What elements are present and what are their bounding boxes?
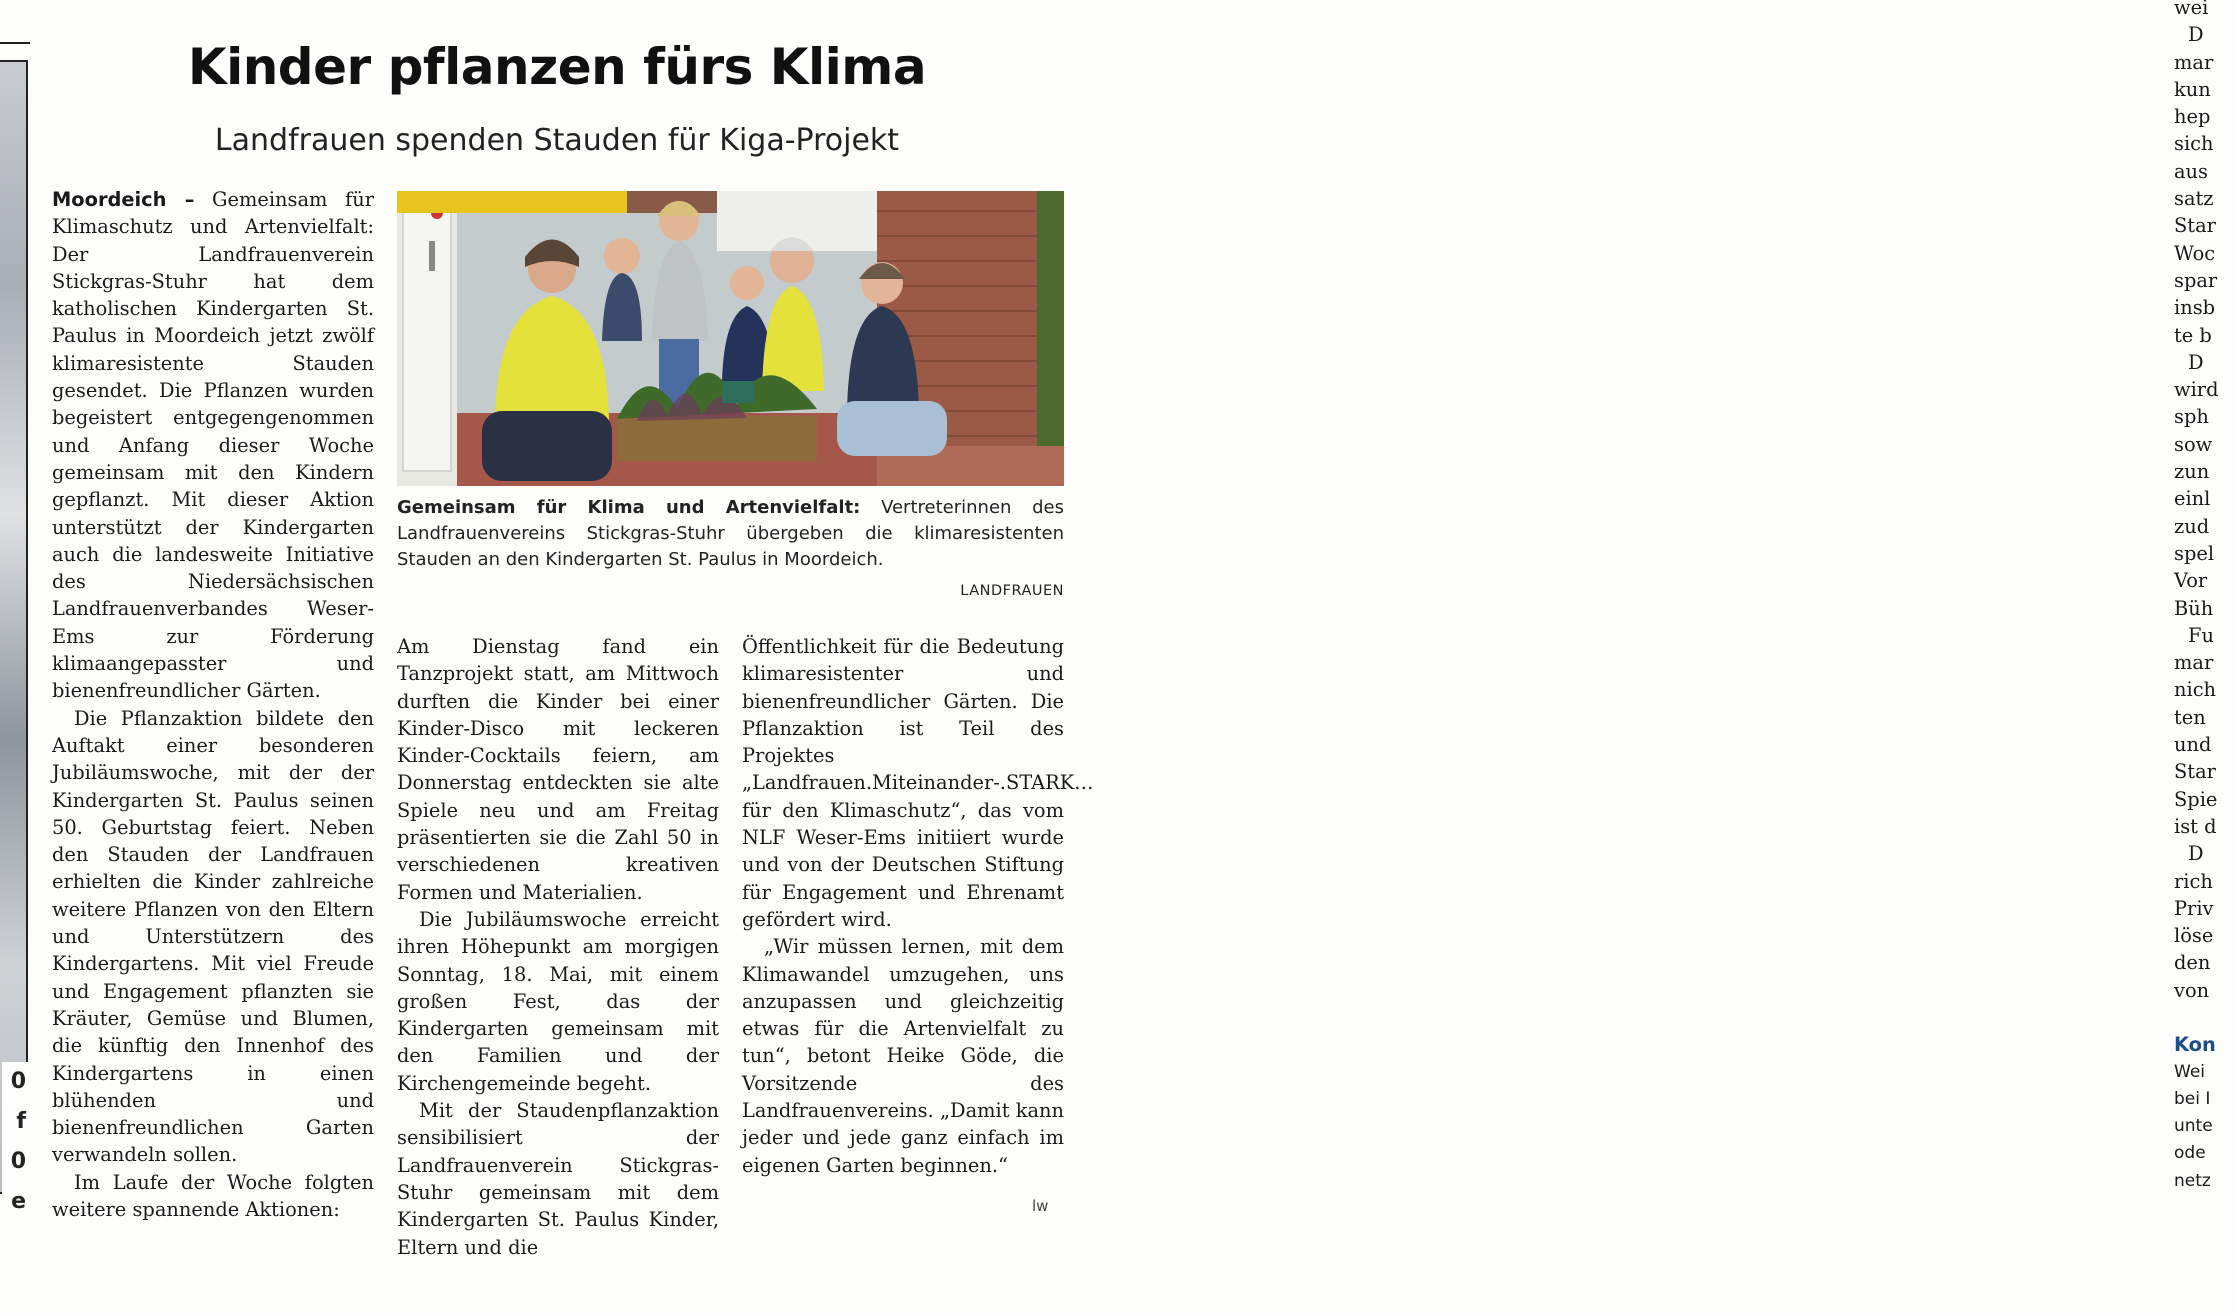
fragment-line: Fu: [2188, 623, 2214, 647]
fragment-line: Woc: [2174, 241, 2216, 265]
fragment-line: Wei: [2174, 1061, 2205, 1082]
spacer: [2174, 1004, 2234, 1031]
fragment-line: sow: [2174, 432, 2213, 456]
fragment-line: sich: [2174, 132, 2214, 156]
fragment-line: den: [2174, 951, 2211, 975]
fragment-text: 0: [10, 1069, 26, 1094]
fragment-line: wei: [2174, 0, 2209, 19]
adjacent-article-fragment: [0, 60, 28, 1214]
fragment-line: netz: [2174, 1170, 2211, 1191]
right-text-fragments: [2174, 0, 2234, 1195]
article-column-2: [397, 633, 719, 1261]
paragraph-6: Mit der Staudenpflanzaktion sensibilisiert der Landfrauenverein Stickgras-Stuhr gemeinsam mit dem Kindergarten St. Paulus Kinder, Eltern und die: [397, 1099, 719, 1259]
fragment-line: spar: [2174, 268, 2218, 292]
paragraph-3: Im Laufe der Woche folgten weitere spannende Aktionen:: [52, 1170, 374, 1221]
fragment-line: Star: [2174, 214, 2216, 238]
fragment-line: spel: [2174, 541, 2215, 565]
fragment-line: und: [2174, 733, 2212, 757]
fragment-line: Priv: [2174, 896, 2214, 920]
fragment-line: nich: [2174, 678, 2217, 702]
fragment-heading: Kon: [2174, 1033, 2216, 1057]
fragment-line: Star: [2174, 760, 2216, 784]
fragment-line: Spie: [2174, 787, 2218, 811]
fragment-line: einl: [2174, 487, 2211, 511]
fragment-text: f: [16, 1109, 26, 1134]
fragment-line: ten: [2174, 705, 2206, 729]
paragraph-7: Öffentlichkeit für die Bedeutung klimaresistenter und bienenfreundlicher Gärten. Die Pflanzaktion ist Teil des Projektes „Landfrauen.Miteinander-.STARK… für den Klimaschutz“, das vom NLF Weser-Ems initiiert wurde und von der Deutschen Stiftung für Engagement und Ehrenamt gefördert wird.: [742, 635, 1094, 931]
left-text-fragments: [2, 1062, 28, 1222]
article-column-1: [52, 186, 374, 1223]
fragment-line: D: [2188, 350, 2204, 374]
fragment-line: D: [2188, 842, 2204, 866]
adjacent-article-right: [1087, 0, 2219, 1314]
fragment-line: zun: [2174, 460, 2210, 484]
fragment-line: ist d: [2174, 814, 2217, 838]
paragraph-8: „Wir müssen lernen, mit dem Klimawandel umzugehen, uns anzupassen und gleichzeitig etwas für die Artenvielfalt zu tun“, betont Heike Göde, die Vorsitzende des Landfrauenvereins. „Damit kann jeder und jede ganz einfach im eigenen Garten beginnen.“: [742, 935, 1064, 1177]
dateline: Moordeich –: [52, 188, 195, 211]
fragment-line: bei I: [2174, 1088, 2211, 1109]
top-rule: [0, 42, 30, 44]
article-subheadline: Landfrauen spenden Stauden für Kiga-Projekt: [214, 123, 900, 158]
fragment-line: D: [2188, 23, 2204, 47]
fragment-line: rich: [2174, 869, 2213, 893]
photo-caption: [397, 495, 1064, 573]
fragment-line: te b: [2174, 323, 2212, 347]
photo-illustration: [397, 191, 1064, 486]
paragraph-4: Am Dienstag fand ein Tanzprojekt statt, am Mittwoch durften die Kinder bei einer Kinder-Disco mit leckeren Kinder-Cocktails feiern, am Donnerstag entdeckten sie alte Spiele neu und am Freitag präsentierten sie die Zahl 50 in verschiedenen kreativen Formen und Materialien.: [397, 635, 719, 904]
article-headline: Kinder pflanzen fürs Klima: [187, 38, 927, 96]
fragment-text: 0: [10, 1149, 26, 1174]
fragment-line: aus: [2174, 159, 2208, 183]
fragment-line: wird: [2174, 378, 2219, 402]
photo-credit: LANDFRAUEN: [960, 583, 1064, 599]
caption-lead: Gemeinsam für Klima und Artenvielfalt:: [397, 497, 861, 518]
paragraph-text: Gemeinsam für Klimaschutz und Artenvielfalt: Der Landfrauenverein Stickgras-Stuhr hat dem katholischen Kindergarten St. Paulus in Moordeich jetzt zwölf klimaresistente Stauden gesendet. Die Pflanzen wurden begeistert entgegengenommen und Anfang dieser Woche gemeinsam mit den Kindern gepflanzt. Mit dieser Aktion unterstützt der Kindergarten auch die landesweite Initiative des Niedersächsischen Landfrauenverbandes Weser-Ems zur Förderung klimaangepasster und bienenfreundlicher Gärten.: [52, 188, 374, 703]
article-column-3: [742, 633, 1094, 1179]
fragment-line: unte: [2174, 1116, 2213, 1137]
article-photo: [397, 191, 1064, 486]
fragment-line: Vor: [2174, 569, 2208, 593]
fragment-line: von: [2174, 978, 2210, 1002]
paragraph-2: Die Pflanzaktion bildete den Auftakt einer besonderen Jubiläumswoche, mit der der Kindergarten St. Paulus seinen 50. Geburtstag feiert. Neben den Stauden der Landfrauen erhielten die Kinder zahlreiche weitere Pflanzen von den Eltern und Unterstützern des Kindergartens. Mit viel Freude und Engagement pflanzten sie Kräuter, Gemüse und Blumen, die künftig den Innenhof des Kindergartens in einen blühenden und bienenfreundlichen Garten verwandeln sollen.: [52, 706, 374, 1167]
fragment-line: ode: [2174, 1143, 2206, 1164]
fragment-line: satz: [2174, 187, 2214, 211]
fragment-text: e: [11, 1189, 26, 1214]
caption-text: Vertreterinnen des Landfrauenvereins Stickgras-Stuhr übergeben die klimaresistenten Stauden an den Kindergarten St. Paulus in Moordeich.: [397, 497, 1064, 570]
fragment-line: insb: [2174, 296, 2216, 320]
fragment-line: Büh: [2174, 596, 2214, 620]
fragment-line: sph: [2174, 405, 2209, 429]
fragment-line: mar: [2174, 50, 2214, 74]
fragment-line: löse: [2174, 924, 2214, 948]
fragment-line: hep: [2174, 105, 2211, 129]
paragraph-5: Die Jubiläumswoche erreicht ihren Höhepunkt am morgigen Sonntag, 18. Mai, mit einem großen Fest, das der Kindergarten gemeinsam mit den Familien und der Kirchengemeinde begeht.: [397, 907, 719, 1095]
author-signature: lw: [1032, 1197, 1049, 1215]
fragment-line: mar: [2174, 651, 2214, 675]
fragment-line: kun: [2174, 77, 2211, 101]
fragment-line: zud: [2174, 514, 2210, 538]
paragraph-1: [52, 186, 374, 705]
